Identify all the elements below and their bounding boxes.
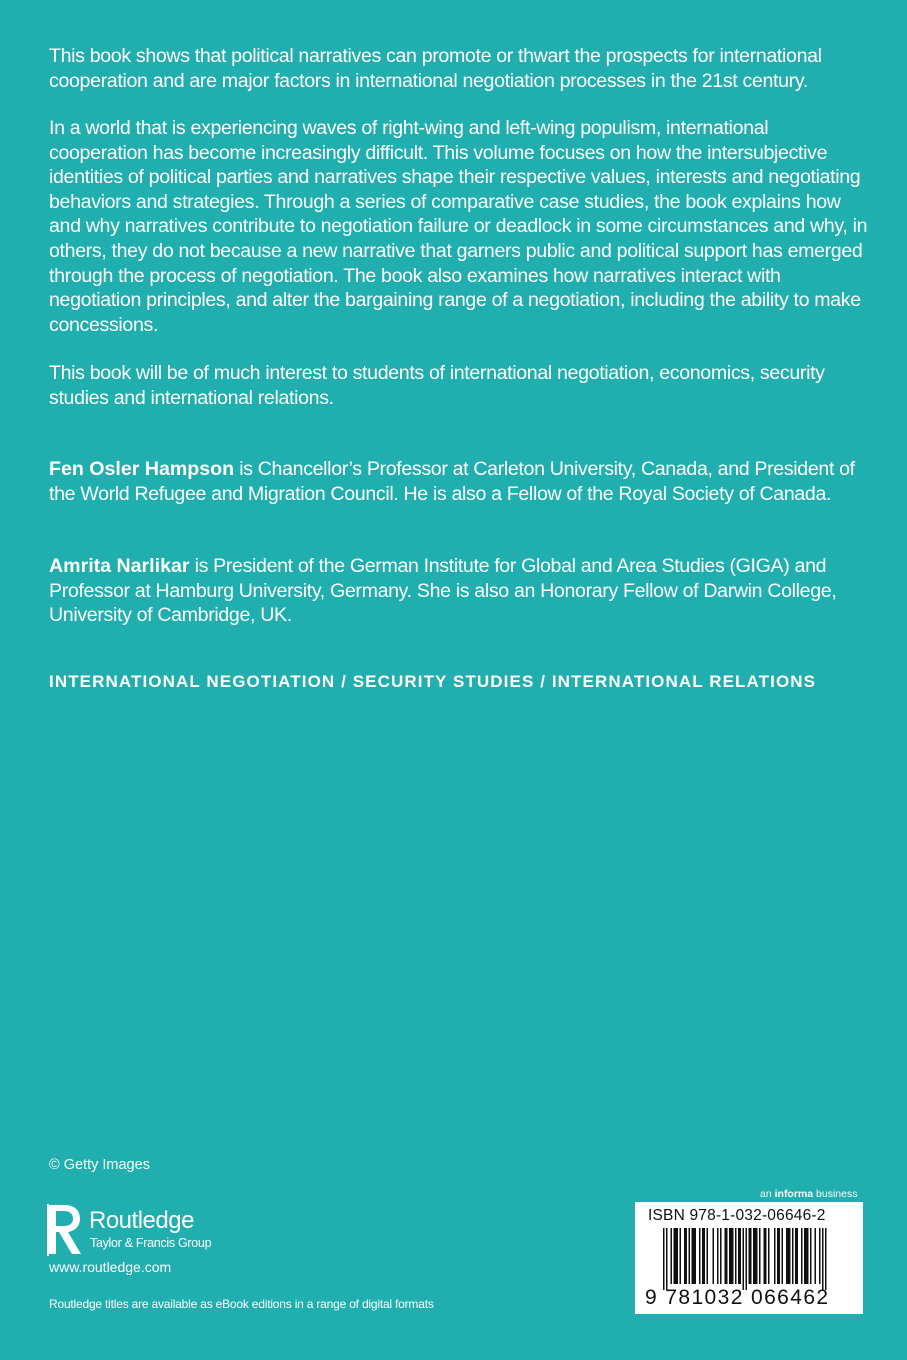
- author-bio-narlikar: [49, 554, 869, 628]
- author-description: is President of the German Institute for Global and Area Studies (GIGA) and Professor at Hamburg University, Germany. She is also an Honorary Fellow of Darwin College, University of Cambridge, UK.: [49, 555, 837, 627]
- author-bio-hampson: [49, 457, 869, 506]
- informa-tagline: an informa business: [760, 1188, 858, 1200]
- routledge-r-icon: [47, 1204, 83, 1256]
- author-name: Amrita Narlikar: [49, 555, 190, 577]
- barcode-digits: 9 781032 066462: [645, 1286, 830, 1309]
- publisher-group: Taylor & Francis Group: [90, 1236, 212, 1250]
- image-credit: © Getty Images: [49, 1157, 150, 1173]
- blurb-paragraph-1: This book shows that political narratives can promote or thwart the prospects for international cooperation and are major factors in international negotiation processes in the 21st century.: [49, 45, 822, 92]
- isbn-barcode: [635, 1202, 863, 1314]
- author-name: Fen Osler Hampson: [49, 458, 235, 480]
- isbn-label: ISBN 978-1-032-06646-2: [648, 1207, 826, 1224]
- blurb-paragraph-2: In a world that is experiencing waves of right-wing and left-wing populism, international cooperation has become increasingly difficult. This volume focuses on how the intersubjective identities of political parties and narratives shape their respective values, interests and negotiating behaviors and strategies. Through a series of comparative case studies, the book explains how and why narratives contribute to negotiation failure or deadlock in some circumstances and why, in others, they do not because a new narrative that garners public and political support has emerged through the process of negotiation. The book also examines how narratives interact with negotiation principles, and alter the bargaining range of a negotiation, including the ability to make concessions.: [49, 117, 868, 336]
- ebook-note: Routledge titles are available as eBook editions in a range of digital formats: [49, 1297, 434, 1311]
- publisher-name: Routledge: [89, 1207, 194, 1234]
- blurb-paragraph-3: This book will be of much interest to students of international negotiation, economics, security studies and international relations.: [49, 362, 825, 409]
- publisher-website: www.routledge.com: [49, 1259, 172, 1275]
- author-description: is Chancellor’s Professor at Carleton University, Canada, and President of the World Refugee and Migration Council. He is also a Fellow of the Royal Society of Canada.: [49, 458, 855, 505]
- subject-categories: INTERNATIONAL NEGOTIATION / SECURITY STUDIES / INTERNATIONAL RELATIONS: [49, 672, 817, 691]
